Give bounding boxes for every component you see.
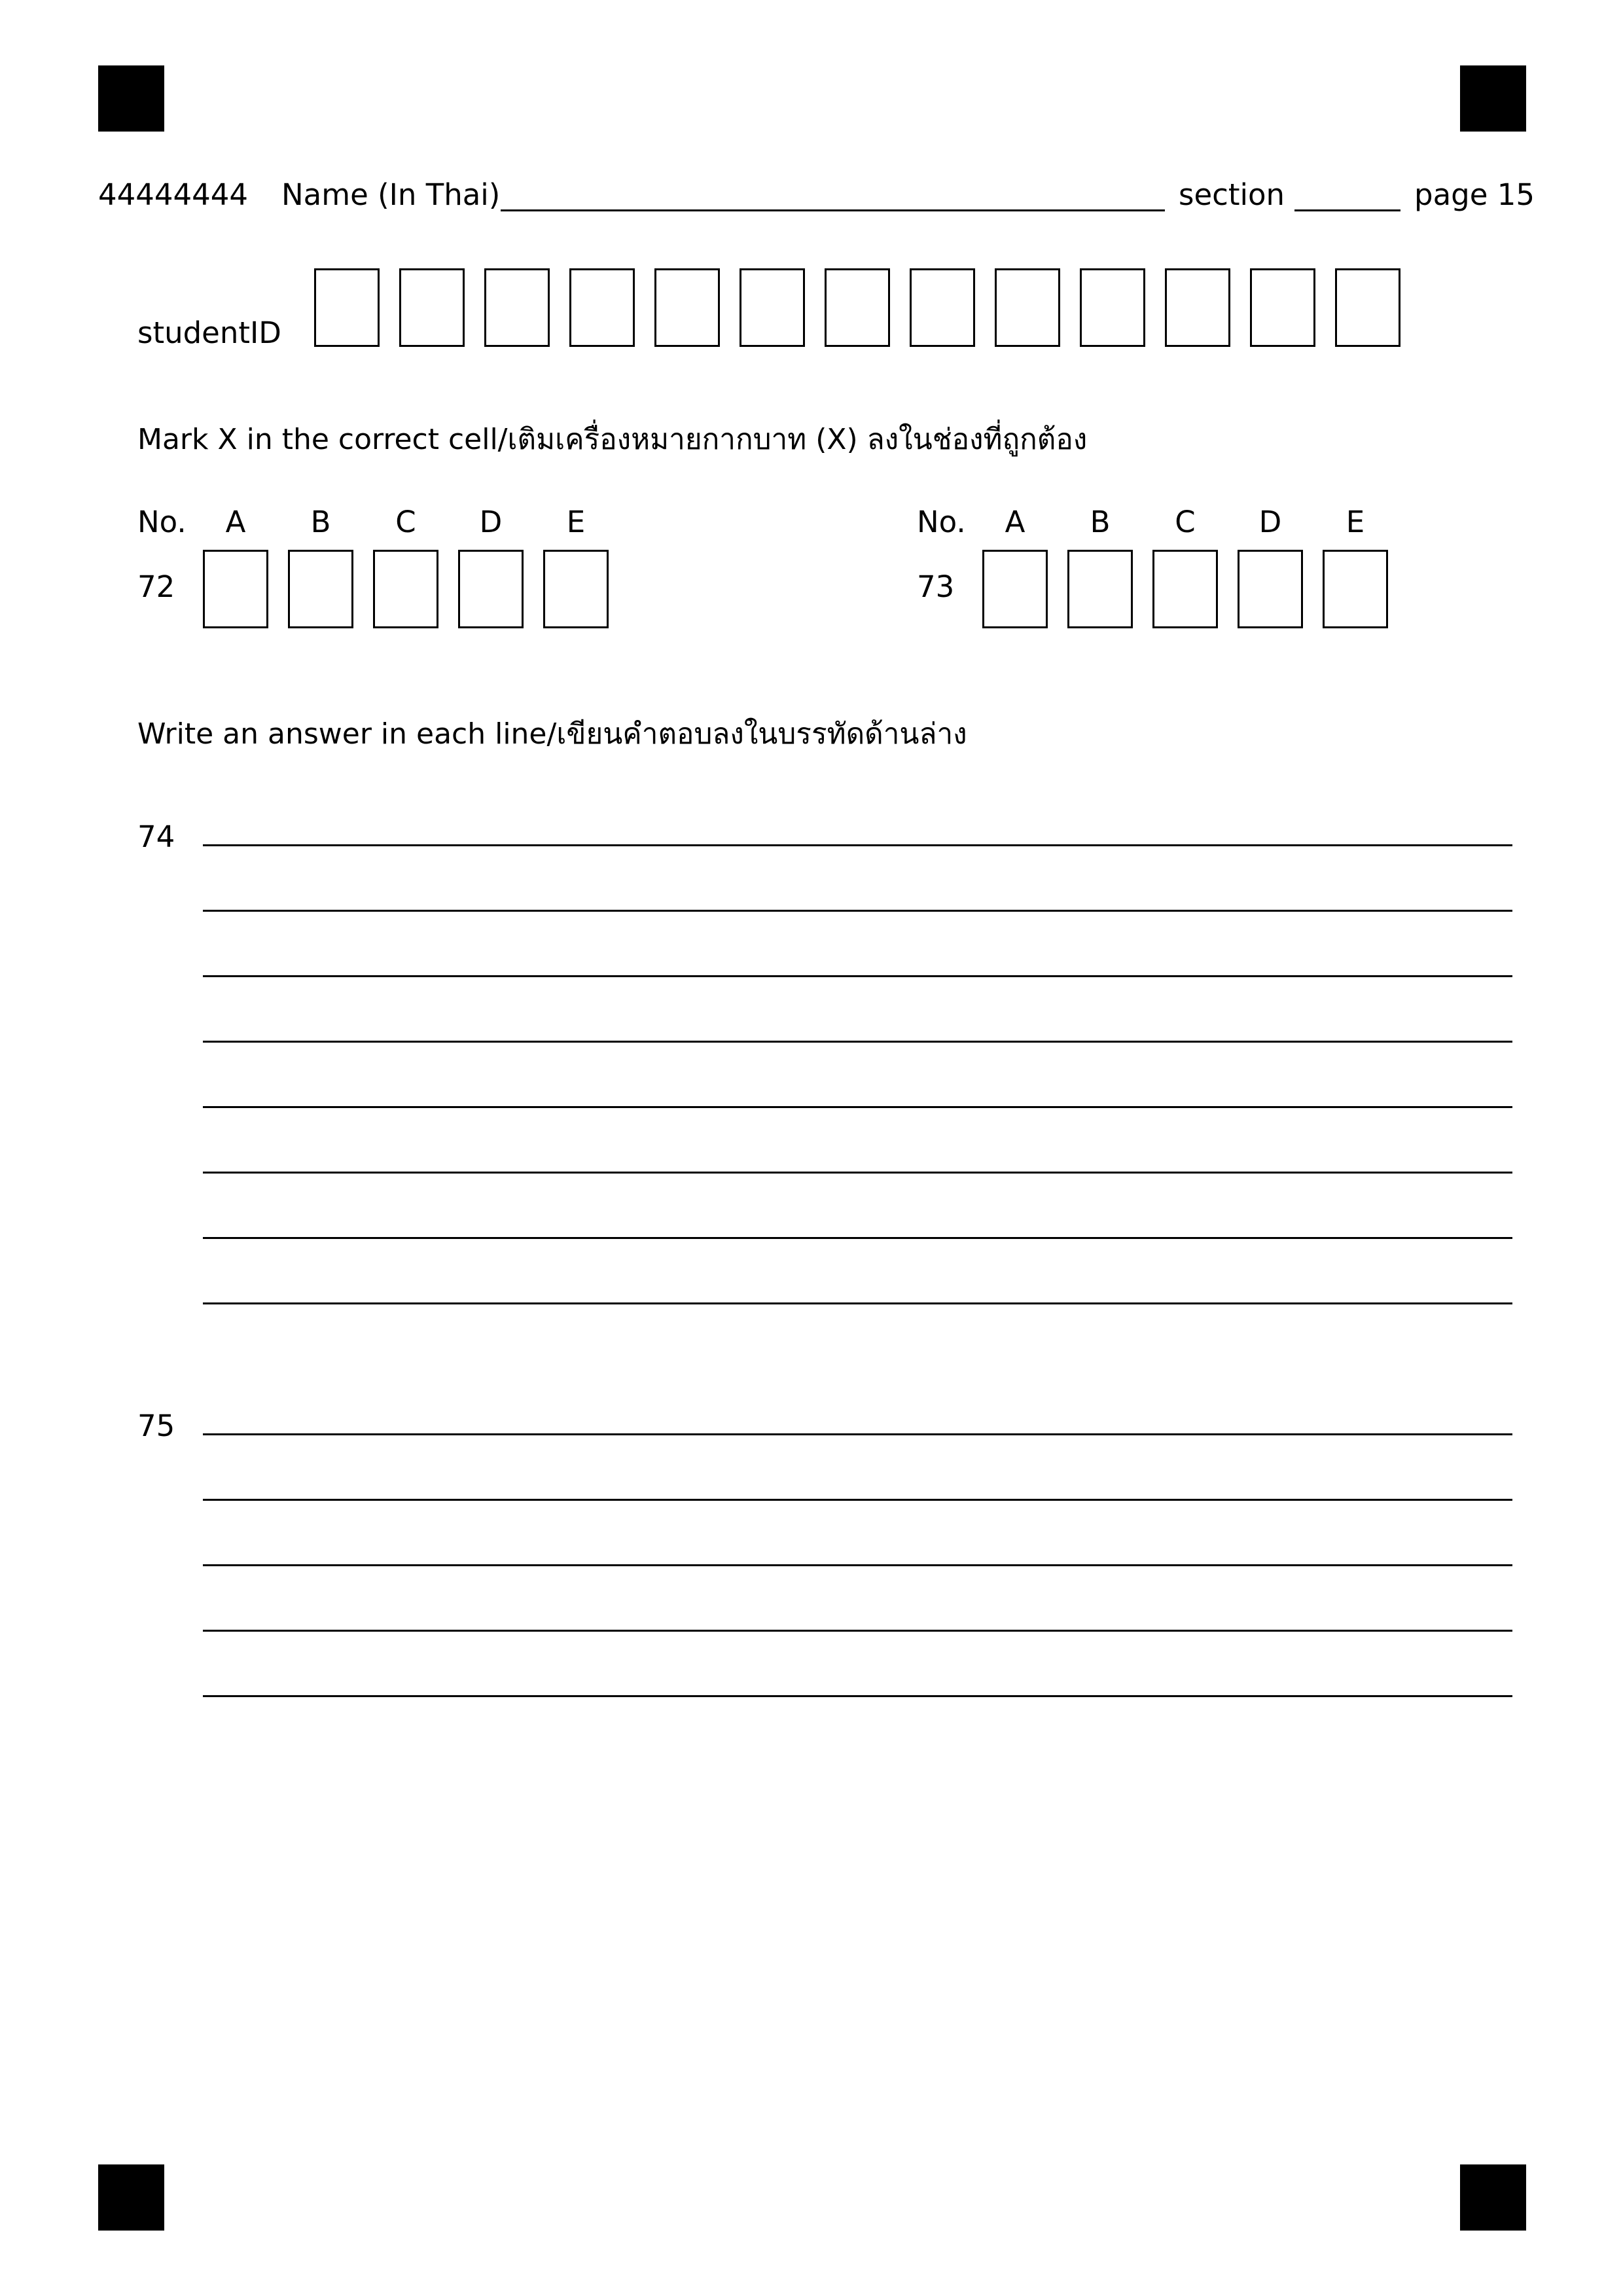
option-label: C (395, 505, 416, 539)
answer-line[interactable] (203, 1302, 1512, 1304)
answer-line[interactable] (203, 1564, 1512, 1566)
option-label: D (1258, 505, 1282, 539)
registration-marker-bottom-left (98, 2164, 164, 2231)
answer-line[interactable] (203, 844, 1512, 846)
answer-cell[interactable] (1152, 550, 1218, 628)
answer-cell[interactable] (982, 550, 1048, 628)
option-label: A (1005, 505, 1026, 539)
student-id-box[interactable] (654, 268, 720, 347)
no-label: No. (137, 505, 187, 539)
name-field[interactable] (501, 209, 1165, 211)
answer-cell[interactable] (203, 550, 268, 628)
registration-marker-top-left (98, 65, 164, 132)
question-number: 74 (137, 819, 175, 854)
section-field[interactable] (1294, 209, 1400, 211)
answer-cell[interactable] (288, 550, 353, 628)
answer-cell[interactable] (543, 550, 609, 628)
question-number: 73 (917, 569, 955, 604)
student-id-box[interactable] (995, 268, 1060, 347)
student-id-box[interactable] (1080, 268, 1145, 347)
section-label: section (1179, 177, 1285, 212)
option-label: D (479, 505, 503, 539)
option-label: E (566, 505, 586, 539)
written-instruction: Write an answer in each line/เขียนคำตอบลงในบรรทัดด้านล่าง (137, 717, 967, 751)
option-label: A (225, 505, 246, 539)
option-label: C (1175, 505, 1196, 539)
answer-line[interactable] (203, 1433, 1512, 1435)
student-id-box[interactable] (569, 268, 635, 347)
answer-cell[interactable] (1323, 550, 1388, 628)
answer-line[interactable] (203, 910, 1512, 912)
answer-line[interactable] (203, 975, 1512, 977)
student-id-box[interactable] (825, 268, 890, 347)
answer-line[interactable] (203, 1237, 1512, 1239)
student-id-box[interactable] (1335, 268, 1400, 347)
answer-line[interactable] (203, 1499, 1512, 1501)
answer-cell[interactable] (373, 550, 438, 628)
student-id-box[interactable] (1165, 268, 1230, 347)
student-id-box[interactable] (314, 268, 380, 347)
answer-cell[interactable] (1067, 550, 1133, 628)
answer-line[interactable] (203, 1695, 1512, 1697)
answer-cell[interactable] (458, 550, 524, 628)
name-label: Name (In Thai) (281, 177, 501, 212)
no-label: No. (917, 505, 966, 539)
option-label: B (310, 505, 331, 539)
answer-line[interactable] (203, 1630, 1512, 1632)
question-number: 72 (137, 569, 175, 604)
mc-instruction: Mark X in the correct cell/เติมเครื่องหมายกากบาท (X) ลงในช่องที่ถูกต้อง (137, 423, 1088, 456)
answer-line[interactable] (203, 1172, 1512, 1174)
registration-marker-bottom-right (1460, 2164, 1526, 2231)
student-id-box[interactable] (1250, 268, 1315, 347)
student-id-box[interactable] (484, 268, 550, 347)
answer-line[interactable] (203, 1041, 1512, 1043)
answer-line[interactable] (203, 1106, 1512, 1108)
student-id-label: studentID (137, 315, 281, 350)
student-id-box[interactable] (399, 268, 465, 347)
student-id-box[interactable] (910, 268, 975, 347)
answer-cell[interactable] (1238, 550, 1303, 628)
question-number: 75 (137, 1408, 175, 1443)
page-label: page 15 (1414, 177, 1535, 212)
sheet-code: 44444444 (98, 177, 249, 212)
option-label: E (1346, 505, 1365, 539)
option-label: B (1090, 505, 1111, 539)
student-id-box[interactable] (740, 268, 805, 347)
registration-marker-top-right (1460, 65, 1526, 132)
